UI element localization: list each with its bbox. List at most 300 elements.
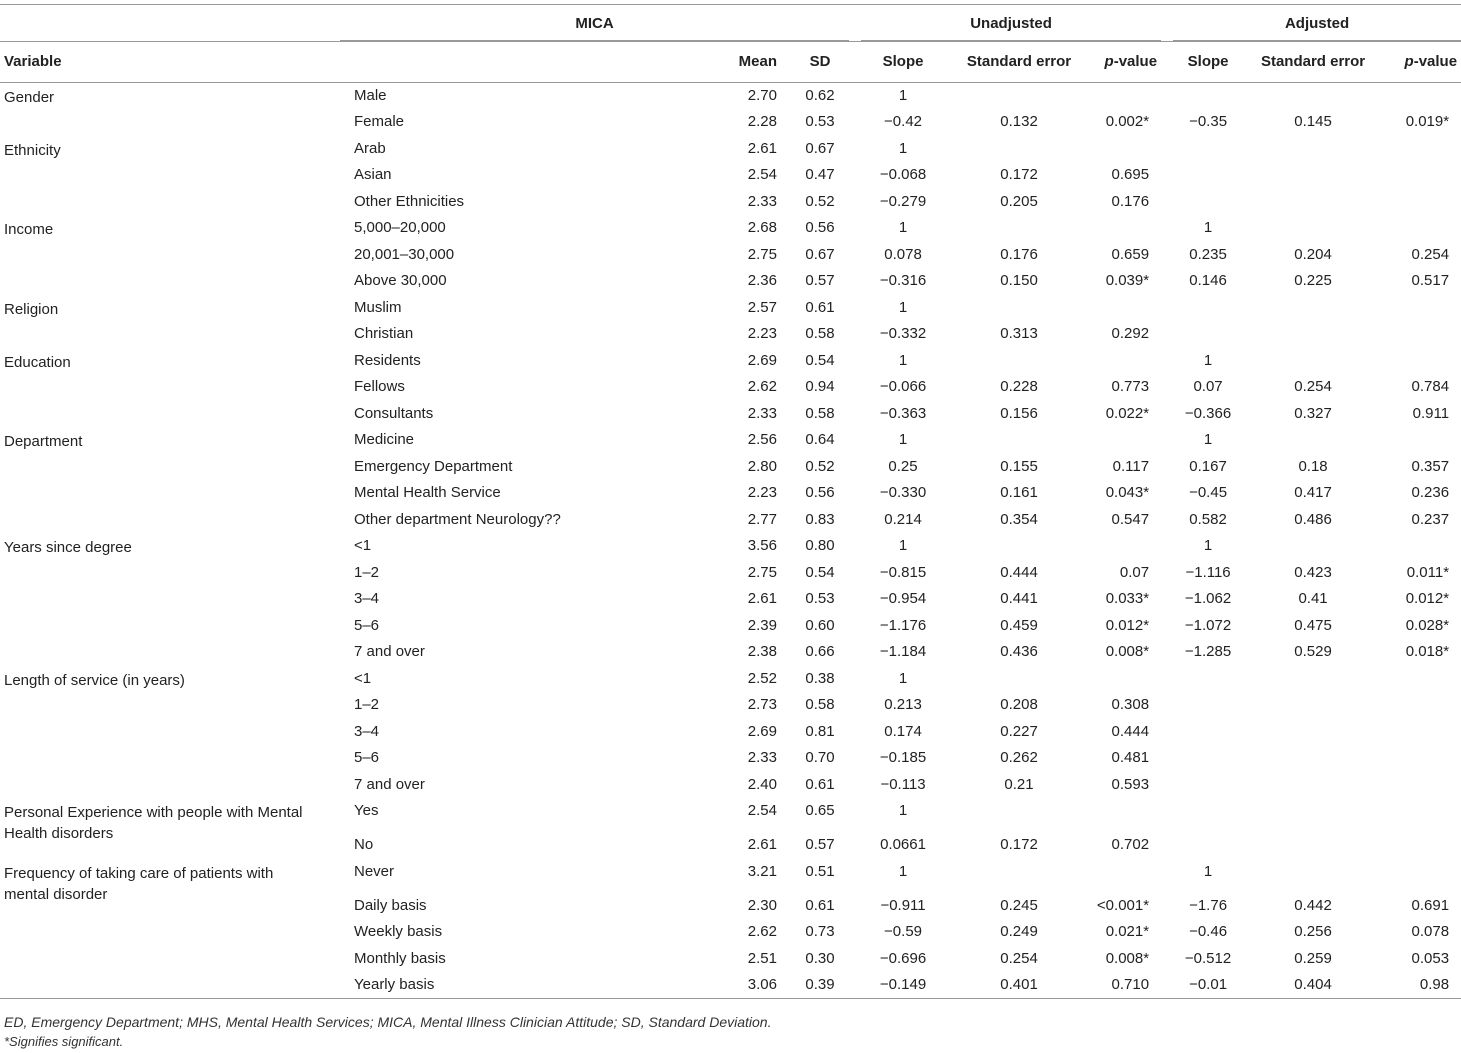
mean-cell: 2.54 (747, 802, 777, 819)
col-slope-adjusted: Slope (1167, 42, 1249, 83)
category-cell: 20,001–30,000 (354, 245, 455, 263)
mean-cell: 2.23 (747, 325, 777, 342)
table-row (0, 586, 1461, 613)
table-row (0, 745, 1461, 772)
table-row (0, 321, 1461, 348)
se-adjusted-cell: 0.145 (1294, 113, 1332, 130)
table-row (0, 507, 1461, 534)
variable-cell (0, 401, 340, 428)
se-unadjusted-cell (951, 798, 1087, 832)
category-cell: Muslim (354, 298, 402, 316)
category-cell: Male (354, 87, 387, 104)
slope-unadjusted-cell: −1.176 (879, 616, 927, 634)
sd-cell: 0.57 (805, 836, 835, 853)
sd-cell: 0.56 (805, 219, 835, 236)
sd-cell: 0.52 (805, 457, 835, 475)
variable-cell (0, 268, 340, 295)
variable-cell (0, 692, 340, 719)
mean-cell: 2.70 (747, 87, 777, 104)
table-row (0, 639, 1461, 666)
slope-unadjusted-cell: 0.0661 (880, 836, 926, 853)
p-adjusted-cell (1377, 321, 1461, 348)
slope-unadjusted-cell: −0.068 (879, 166, 927, 183)
slope-adjusted-cell (1167, 745, 1249, 772)
p-italic: p (1404, 53, 1414, 70)
category-cell: 7 and over (354, 775, 425, 793)
group-unadjusted (855, 5, 1167, 42)
p-adjusted-cell (1377, 666, 1461, 693)
group-adjusted-label: Adjusted (1173, 6, 1461, 41)
se-unadjusted-cell (951, 666, 1087, 693)
sd-cell: 0.81 (805, 722, 835, 740)
slope-unadjusted-cell: −0.149 (855, 972, 951, 999)
slope-unadjusted-cell: −0.363 (879, 404, 927, 422)
p-unadjusted-cell (1087, 83, 1167, 110)
slope-adjusted-cell: 0.146 (1189, 272, 1227, 289)
table-row (0, 480, 1461, 507)
variable-cell (0, 666, 340, 693)
table-row (0, 859, 1461, 893)
slope-adjusted-cell (1167, 162, 1249, 189)
table-row (0, 972, 1461, 999)
p-unadjusted-cell: 0.022* (1105, 404, 1150, 422)
p-unadjusted-cell: 0.547 (1111, 510, 1150, 528)
slope-adjusted-cell: 0.582 (1189, 510, 1227, 528)
se-unadjusted-cell (951, 295, 1087, 322)
p-adjusted-cell: 0.517 (1411, 272, 1450, 289)
se-adjusted-cell: 0.475 (1294, 616, 1332, 634)
se-unadjusted-cell (951, 348, 1087, 375)
mean-cell: 2.51 (747, 949, 777, 967)
sd-cell: 0.58 (805, 325, 835, 342)
p-adjusted-cell: 0.236 (1411, 484, 1450, 501)
p-adjusted-cell (1377, 83, 1461, 110)
variable-cell (0, 242, 340, 269)
se-adjusted-cell (1249, 832, 1377, 859)
slope-unadjusted-cell: −0.911 (880, 896, 926, 914)
se-unadjusted-cell: 0.245 (1000, 896, 1038, 914)
variable-label: Ethnicity (4, 141, 61, 159)
mean-cell: 2.75 (747, 563, 777, 581)
category-cell: Above 30,000 (354, 272, 447, 289)
slope-adjusted-cell: 1 (1203, 219, 1213, 236)
se-unadjusted-cell: 0.172 (1000, 836, 1038, 853)
slope-unadjusted-cell: −0.316 (879, 272, 927, 289)
p-adjusted-cell (1377, 859, 1461, 893)
sd-cell: 0.47 (805, 166, 835, 183)
se-unadjusted-cell: 0.172 (1000, 166, 1038, 183)
table-row (0, 719, 1461, 746)
slope-unadjusted-cell: 0.25 (888, 457, 918, 475)
category-cell: Consultants (354, 404, 434, 422)
header-blank (0, 5, 340, 42)
p-unadjusted-cell: 0.008* (1105, 949, 1150, 967)
se-unadjusted-cell: 0.444 (1000, 563, 1038, 581)
p-unadjusted-cell: 0.117 (1112, 457, 1150, 475)
variable-cell (0, 109, 340, 136)
p-unadjusted-cell (1087, 666, 1167, 693)
se-adjusted-cell: 0.256 (1294, 923, 1332, 940)
se-adjusted-cell: 0.423 (1294, 563, 1332, 581)
mean-cell: 2.40 (747, 775, 777, 793)
p-unadjusted-cell: 0.773 (1111, 378, 1150, 395)
se-unadjusted-cell: 0.228 (1000, 378, 1038, 395)
category-cell: Other Ethnicities (354, 192, 465, 210)
category-cell: 5–6 (354, 749, 380, 766)
table-row (0, 613, 1461, 640)
table-row (0, 162, 1461, 189)
mean-cell: 2.33 (747, 192, 777, 210)
p-unadjusted-cell: 0.012* (1105, 616, 1150, 634)
p-adjusted-cell (1377, 295, 1461, 322)
p-unadjusted-cell (1087, 427, 1167, 454)
category-cell: Arab (354, 139, 386, 157)
p-unadjusted-cell: 0.008* (1105, 643, 1150, 660)
se-adjusted-cell: 0.254 (1294, 378, 1332, 395)
sd-cell: 0.51 (805, 862, 835, 880)
variable-label: Length of service (in years) (4, 671, 185, 689)
group-mica (340, 5, 855, 42)
se-adjusted-cell (1249, 859, 1377, 893)
slope-adjusted-cell (1167, 83, 1249, 110)
se-adjusted-cell (1249, 321, 1377, 348)
variable-cell (0, 215, 340, 242)
table-row (0, 189, 1461, 216)
category-cell: Other department Neurology?? (354, 510, 561, 528)
slope-unadjusted-cell: 1 (898, 298, 908, 316)
se-adjusted-cell (1249, 719, 1377, 746)
p-adjusted-cell: 0.028* (1405, 616, 1450, 634)
table-row (0, 374, 1461, 401)
variable-cell (0, 321, 340, 348)
table-row (0, 798, 1461, 832)
mean-cell: 2.73 (747, 696, 777, 713)
variable-cell (0, 798, 340, 842)
sd-cell: 0.67 (805, 245, 835, 263)
category-cell: Female (354, 113, 405, 130)
table-row (0, 427, 1461, 454)
variable-label: Income (4, 221, 54, 238)
table-header (0, 5, 1461, 83)
sd-cell: 0.58 (805, 696, 835, 713)
se-unadjusted-cell (951, 427, 1087, 454)
mean-cell: 3.06 (720, 972, 785, 999)
variable-cell (0, 586, 340, 613)
table-row (0, 666, 1461, 693)
sd-cell: 0.61 (805, 298, 835, 316)
sd-cell: 0.60 (805, 616, 835, 634)
p-unadjusted-cell (1087, 348, 1167, 375)
se-adjusted-cell: 0.204 (1294, 245, 1332, 263)
se-unadjusted-cell (951, 533, 1087, 560)
mean-cell: 2.23 (747, 484, 777, 501)
variable-cell (0, 374, 340, 401)
table-row (0, 109, 1461, 136)
p-adjusted-cell: 0.98 (1377, 972, 1461, 999)
p-unadjusted-cell: 0.043* (1105, 484, 1150, 501)
category-cell: <1 (354, 537, 372, 554)
p-unadjusted-cell: 0.002* (1105, 113, 1150, 130)
p-suffix: -value (1113, 53, 1158, 70)
slope-unadjusted-cell: −0.185 (879, 749, 927, 766)
sd-cell: 0.67 (805, 139, 835, 157)
sd-cell: 0.62 (805, 87, 835, 104)
slope-adjusted-cell: −0.45 (1189, 484, 1228, 501)
sd-cell: 0.54 (805, 351, 835, 369)
slope-unadjusted-cell: 0.078 (884, 245, 922, 263)
category-cell: 3–4 (354, 722, 380, 740)
sd-cell: 0.53 (805, 590, 835, 607)
table-row (0, 946, 1461, 973)
mean-cell: 2.61 (747, 836, 777, 853)
col-se-adjusted: Standard error (1249, 42, 1377, 83)
p-adjusted-cell (1377, 692, 1461, 719)
slope-unadjusted-cell: −0.59 (884, 923, 923, 940)
sd-cell: 0.94 (805, 378, 835, 395)
mean-cell: 2.52 (747, 669, 777, 687)
slope-unadjusted-cell: 1 (898, 139, 908, 157)
p-adjusted-cell: 0.237 (1411, 510, 1450, 528)
se-unadjusted-cell: 0.401 (951, 972, 1087, 999)
se-adjusted-cell (1249, 692, 1377, 719)
slope-unadjusted-cell: −0.113 (880, 775, 926, 793)
se-adjusted-cell: 0.327 (1294, 404, 1332, 422)
se-unadjusted-cell: 0.441 (1000, 590, 1038, 607)
se-adjusted-cell (1249, 533, 1377, 560)
mean-cell: 2.33 (747, 749, 777, 766)
category-cell: Emergency Department (354, 457, 513, 475)
col-p-unadjusted (1087, 42, 1167, 83)
slope-adjusted-cell: −0.46 (1189, 923, 1228, 940)
sd-cell: 0.57 (805, 272, 835, 289)
sd-cell: 0.65 (805, 802, 835, 819)
variable-cell (0, 83, 340, 110)
mean-cell: 2.75 (747, 245, 777, 263)
se-adjusted-cell: 0.529 (1294, 643, 1332, 660)
table-row (0, 772, 1461, 799)
category-cell: Weekly basis (354, 923, 443, 940)
slope-unadjusted-cell: −0.332 (879, 325, 927, 342)
group-adjusted (1167, 5, 1461, 42)
slope-adjusted-cell (1167, 136, 1249, 163)
p-adjusted-cell (1377, 719, 1461, 746)
slope-adjusted-cell: −1.285 (1184, 643, 1232, 660)
mean-cell: 2.68 (747, 219, 777, 236)
slope-unadjusted-cell: 0.174 (884, 722, 922, 740)
variable-label: Religion (4, 300, 59, 318)
table-body (0, 83, 1461, 999)
se-adjusted-cell (1249, 798, 1377, 832)
slope-adjusted-cell: −0.35 (1189, 113, 1228, 130)
slope-unadjusted-cell: −0.954 (879, 590, 927, 607)
slope-adjusted-cell: −0.366 (1184, 404, 1232, 422)
variable-cell (0, 162, 340, 189)
se-adjusted-cell: 0.41 (1298, 590, 1328, 607)
category-cell: Mental Health Service (354, 484, 501, 501)
category-cell: 1–2 (354, 696, 380, 713)
se-unadjusted-cell: 0.161 (1000, 484, 1038, 501)
p-unadjusted-cell (1087, 533, 1167, 560)
sd-cell: 0.38 (805, 669, 835, 687)
se-adjusted-cell: 0.404 (1249, 972, 1377, 999)
p-adjusted-cell: 0.691 (1411, 896, 1450, 914)
slope-adjusted-cell (1167, 692, 1249, 719)
mean-cell: 2.56 (747, 431, 777, 448)
se-unadjusted-cell: 0.249 (1000, 923, 1038, 940)
p-unadjusted-cell (1087, 295, 1167, 322)
sd-cell: 0.52 (805, 192, 835, 210)
se-unadjusted-cell: 0.459 (1000, 616, 1038, 634)
mean-cell: 3.21 (747, 862, 777, 880)
p-adjusted-cell: 0.784 (1411, 378, 1450, 395)
se-unadjusted-cell: 0.254 (1000, 949, 1038, 967)
variable-cell (0, 533, 340, 560)
slope-unadjusted-cell: 1 (898, 669, 908, 687)
se-unadjusted-cell: 0.208 (1000, 696, 1038, 713)
variable-cell (0, 507, 340, 534)
variable-label: Years since degree (4, 539, 132, 556)
slope-adjusted-cell: 0.167 (1189, 457, 1227, 475)
table-row (0, 295, 1461, 322)
slope-adjusted-cell (1167, 798, 1249, 832)
se-unadjusted-cell (951, 136, 1087, 163)
footnote-abbreviations: ED, Emergency Department; MHS, Mental Health Services; MICA, Mental Illness Clinician Attitude; SD, Standard Deviation. (4, 1014, 772, 1030)
se-adjusted-cell: 0.486 (1294, 510, 1332, 528)
mean-cell: 2.36 (747, 272, 777, 289)
p-unadjusted-cell: 0.176 (1111, 192, 1150, 210)
variable-cell (0, 919, 340, 946)
sd-cell: 0.58 (805, 404, 835, 422)
slope-adjusted-cell: −0.01 (1167, 972, 1249, 999)
se-unadjusted-cell: 0.205 (1000, 192, 1038, 210)
p-unadjusted-cell: 0.593 (1111, 775, 1150, 793)
variable-label: Gender (4, 89, 55, 106)
sd-cell: 0.70 (805, 749, 835, 766)
mean-cell: 2.80 (747, 457, 777, 475)
p-adjusted-cell (1377, 798, 1461, 832)
p-unadjusted-cell: 0.033* (1105, 590, 1150, 607)
category-cell: Never (354, 862, 395, 880)
slope-adjusted-cell: −1.116 (1185, 563, 1231, 581)
se-unadjusted-cell: 0.21 (1004, 775, 1034, 793)
mean-cell: 2.28 (747, 113, 777, 130)
variable-cell (0, 295, 340, 322)
se-unadjusted-cell: 0.436 (1000, 643, 1038, 660)
p-unadjusted-cell: 0.710 (1087, 972, 1167, 999)
mean-cell: 2.38 (747, 643, 777, 660)
slope-unadjusted-cell: 1 (898, 219, 908, 236)
se-unadjusted-cell (951, 859, 1087, 893)
se-unadjusted-cell: 0.132 (1000, 113, 1038, 130)
table-row (0, 268, 1461, 295)
variable-cell (0, 613, 340, 640)
se-unadjusted-cell: 0.155 (1000, 457, 1038, 475)
mean-cell: 2.77 (747, 510, 777, 528)
slope-unadjusted-cell: 1 (898, 351, 908, 369)
variable-cell (0, 480, 340, 507)
se-unadjusted-cell: 0.150 (1000, 272, 1038, 289)
mean-cell: 2.39 (747, 616, 777, 634)
table-row (0, 919, 1461, 946)
slope-unadjusted-cell: 1 (898, 802, 908, 819)
se-adjusted-cell: 0.417 (1294, 484, 1332, 501)
group-mica-label: MICA (340, 6, 849, 41)
variable-cell (0, 454, 340, 481)
sd-cell: 0.61 (805, 775, 835, 793)
table-row (0, 560, 1461, 587)
p-adjusted-cell (1377, 772, 1461, 799)
category-cell: Yearly basis (340, 972, 720, 999)
slope-unadjusted-cell: −0.330 (879, 484, 927, 501)
category-cell: No (354, 836, 374, 853)
col-mean: Mean (720, 42, 785, 83)
col-p-adjusted (1377, 42, 1461, 83)
mean-cell: 2.62 (747, 923, 777, 940)
p-adjusted-cell: 0.012* (1405, 590, 1450, 607)
se-unadjusted-cell: 0.227 (1000, 722, 1038, 740)
mean-cell: 2.30 (747, 896, 777, 914)
category-cell: 7 and over (354, 643, 425, 660)
p-adjusted-cell: 0.911 (1412, 404, 1450, 422)
table-row (0, 136, 1461, 163)
p-adjusted-cell: 0.011* (1406, 563, 1450, 581)
category-cell: <1 (354, 669, 372, 687)
sd-cell: 0.64 (805, 431, 835, 448)
p-adjusted-cell (1377, 832, 1461, 859)
table-row (0, 692, 1461, 719)
sd-cell: 0.39 (785, 972, 855, 999)
sd-cell: 0.83 (805, 510, 835, 528)
slope-unadjusted-cell: −0.42 (884, 113, 923, 130)
slope-adjusted-cell: −1.76 (1189, 896, 1228, 914)
variable-cell (0, 946, 340, 973)
p-adjusted-cell (1377, 162, 1461, 189)
variable-cell (0, 859, 340, 903)
group-unadjusted-label: Unadjusted (861, 6, 1161, 41)
se-adjusted-cell (1249, 136, 1377, 163)
sd-cell: 0.56 (805, 484, 835, 501)
p-unadjusted-cell: 0.308 (1111, 696, 1150, 713)
table-row (0, 83, 1461, 110)
p-unadjusted-cell: 0.702 (1111, 836, 1150, 853)
mean-cell: 2.69 (747, 351, 777, 369)
sd-cell: 0.53 (805, 113, 835, 130)
table-row (0, 242, 1461, 269)
col-sd: SD (785, 42, 855, 83)
p-adjusted-cell (1377, 215, 1461, 242)
variable-label: Education (4, 353, 71, 371)
p-unadjusted-cell (1087, 798, 1167, 832)
se-unadjusted-cell (951, 83, 1087, 110)
se-adjusted-cell (1249, 295, 1377, 322)
se-adjusted-cell (1249, 189, 1377, 216)
p-adjusted-cell: 0.357 (1411, 457, 1450, 475)
variable-label: Frequency of taking care of patients with mental disorder (4, 864, 274, 903)
category-cell: Daily basis (354, 896, 427, 914)
category-cell: Yes (354, 802, 379, 819)
se-unadjusted-cell: 0.313 (1000, 325, 1038, 342)
variable-cell (0, 560, 340, 587)
variable-cell (0, 772, 340, 799)
slope-adjusted-cell: 0.07 (1193, 378, 1223, 395)
col-category (340, 42, 720, 83)
se-adjusted-cell (1249, 427, 1377, 454)
p-unadjusted-cell (1087, 136, 1167, 163)
category-cell: 5,000–20,000 (354, 219, 446, 236)
variable-cell (0, 972, 340, 999)
category-cell: Monthly basis (354, 949, 446, 967)
sd-cell: 0.30 (805, 949, 835, 967)
